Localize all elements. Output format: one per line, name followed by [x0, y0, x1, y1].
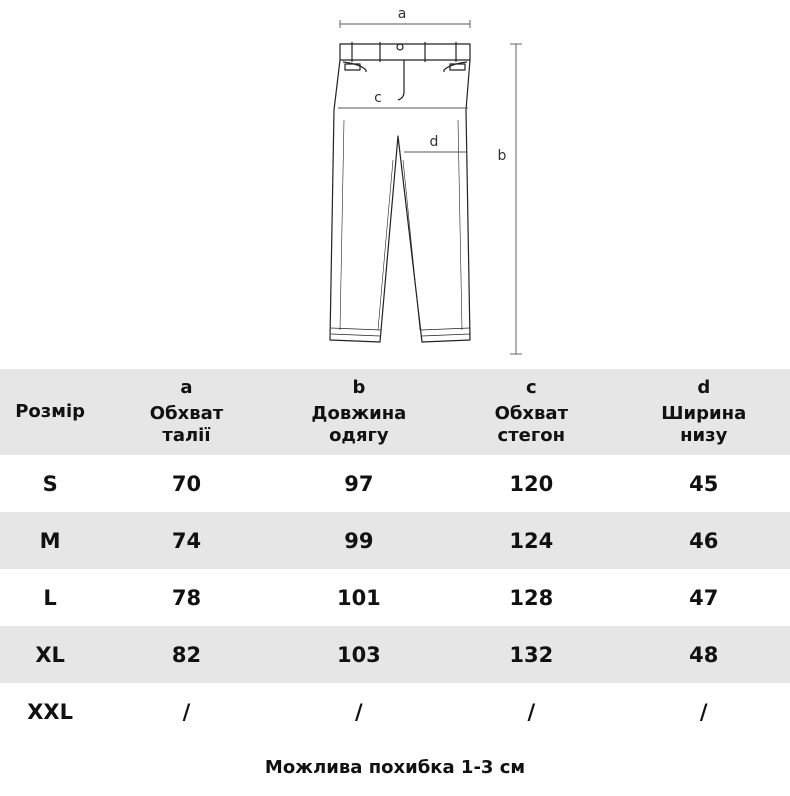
measurement-tolerance-note: Можлива похибка 1-3 см [264, 757, 526, 778]
dimension-b-label: b [497, 148, 507, 164]
dimension-a-label: a [397, 6, 407, 22]
cell-length: 101 [336, 585, 381, 610]
header-waist [100, 369, 272, 455]
cell-waist: / [182, 699, 191, 724]
inner-seam-left [378, 160, 393, 330]
cell-size: M [39, 528, 61, 553]
cell-length: / [355, 699, 363, 724]
cell-hips: 128 [509, 585, 554, 610]
dimension-d-label: d [429, 134, 439, 150]
header-letter: a [180, 377, 193, 398]
cell-hips: 120 [509, 471, 554, 496]
cell-hips: 132 [509, 642, 554, 667]
cell-waist: 78 [171, 585, 202, 610]
header-hips [445, 369, 617, 455]
table-row [0, 683, 790, 740]
cell-leg-width: 47 [689, 585, 719, 610]
cell-hips: / [527, 699, 536, 724]
cell-size: XL [35, 642, 65, 667]
inner-seam-right [403, 160, 420, 330]
cell-hips: 124 [509, 528, 554, 553]
header-name: Ширина низу [661, 403, 747, 446]
cell-size: S [42, 471, 58, 496]
header-leg-width [618, 369, 790, 455]
pants-illustration [0, 0, 790, 368]
waistband [340, 44, 470, 60]
header-name: Обхват талії [149, 403, 224, 446]
fly-stitch [398, 60, 404, 100]
cell-waist: 82 [171, 642, 202, 667]
header-letter: d [697, 377, 711, 398]
table-row [0, 569, 790, 626]
pants-outline [330, 60, 470, 342]
cell-waist: 70 [171, 471, 202, 496]
seam-right [458, 120, 462, 330]
cell-size: L [43, 585, 57, 610]
cuff-left [331, 328, 381, 336]
cell-length: 97 [344, 471, 374, 496]
cell-waist: 74 [171, 528, 202, 553]
button [397, 44, 403, 50]
seam-left [340, 120, 344, 330]
header-letter: c [525, 377, 537, 398]
belt-loop [352, 42, 456, 62]
header-name: Обхват стегон [494, 403, 569, 446]
cell-leg-width: 48 [689, 642, 719, 667]
table-header-row [0, 369, 790, 455]
dimension-c-label: c [374, 90, 382, 106]
cell-leg-width: 46 [689, 528, 719, 553]
header-size: Розмір [15, 401, 86, 422]
pants-measurement-diagram [0, 0, 790, 368]
cell-leg-width: 45 [689, 471, 719, 496]
table-row [0, 512, 790, 569]
header-length [273, 369, 445, 455]
size-chart-table [0, 369, 790, 740]
cuff-right [421, 328, 470, 336]
table-row [0, 626, 790, 683]
header-letter: b [352, 377, 366, 398]
header-name: Довжина одягу [311, 403, 407, 446]
cell-size: XXL [27, 699, 73, 724]
table-row [0, 455, 790, 512]
cell-length: 99 [344, 528, 374, 553]
cell-leg-width: / [699, 699, 708, 724]
cell-length: 103 [336, 642, 381, 667]
